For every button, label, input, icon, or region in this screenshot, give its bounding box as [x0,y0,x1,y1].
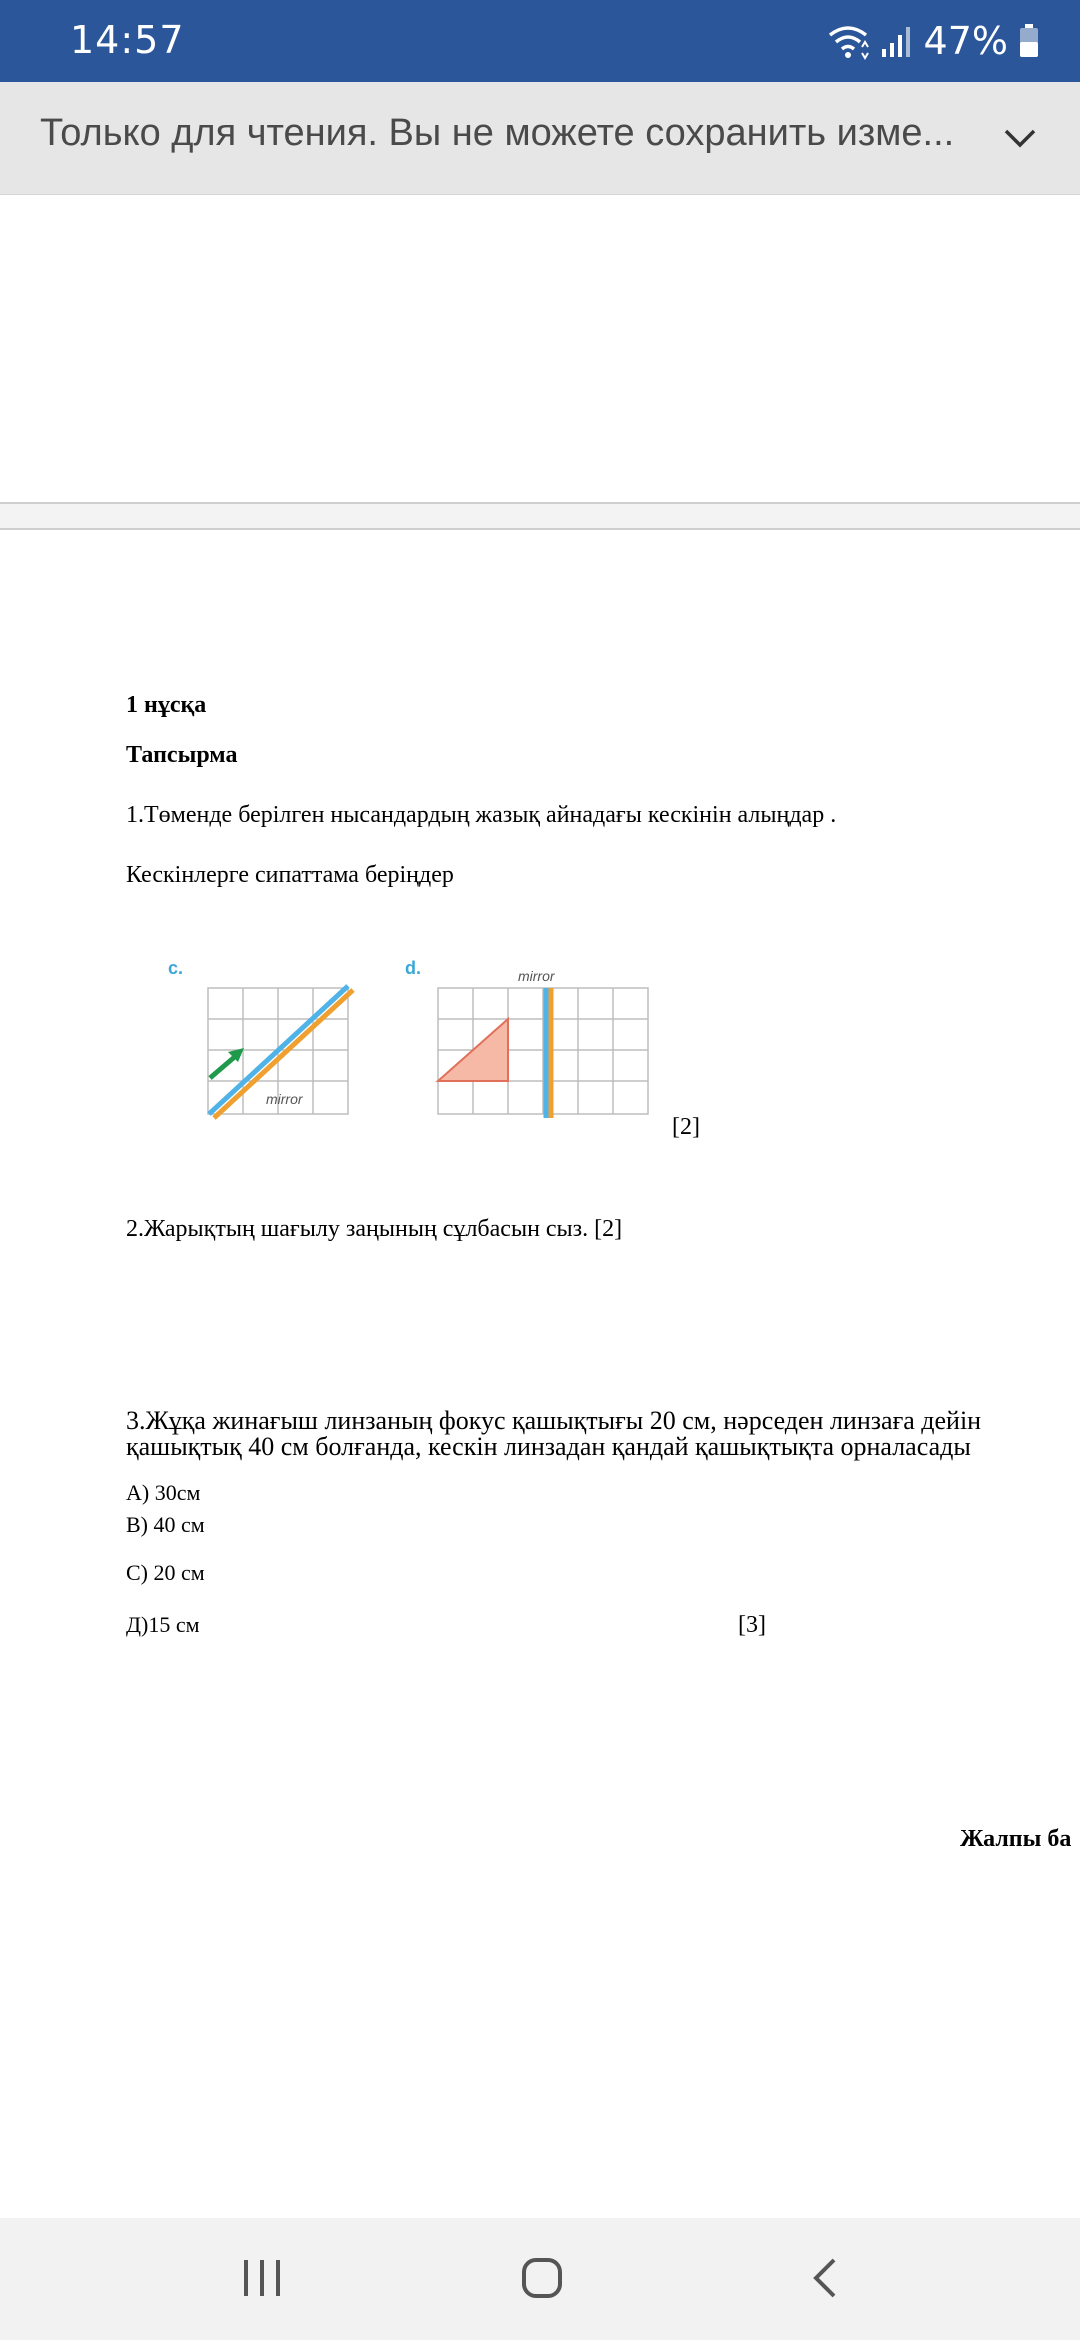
figure-d-grid [438,988,648,1114]
question-2: 2.Жарықтың шағылу заңының сұлбасын сыз. [2] [126,1216,623,1242]
home-icon[interactable] [512,2254,572,2304]
back-icon[interactable] [796,2254,856,2304]
question-1-line-2: Кескінлерге сипаттама беріңдер [126,862,454,888]
battery-icon [1018,23,1040,59]
question-3-line-1: 3.Жұқа жинағыш линзаның фокус қашықтығы 20 см, нәрседен линзаға дейін [126,1406,982,1435]
figure-d [400,952,660,1152]
figure-d-label: d. [405,958,421,978]
mirror-d-text: mirror [518,968,555,984]
question-1-line-1: 1.Төменде берілген нысандардың жазық айнадағы кескінін алыңдар . [126,802,837,828]
figure-c [160,952,370,1152]
option-a: А) 30см [126,1480,201,1505]
readonly-banner-text: Только для чтения. Вы не можете сохранить изме... [40,112,955,154]
task-heading: Тапсырма [126,742,238,768]
question-3-line-2: қашықтық 40 см болғанда, кескін линзадан қандай қашықтықта орналасады [126,1432,971,1461]
mirror-c-text: mirror [266,1091,303,1107]
chevron-down-icon[interactable] [998,116,1042,160]
variant-title: 1 нұсқа [126,692,207,718]
signal-icon [880,23,914,59]
recent-apps-icon[interactable] [232,2254,292,2304]
option-b: В) 40 см [126,1512,205,1537]
navigation-bar [0,2218,1080,2340]
question-3-score: [3] [738,1612,766,1638]
document-page [0,528,1080,2218]
wifi-icon [826,21,870,61]
footer-total-label: Жалпы ба [960,1826,1072,1852]
option-d: Д)15 см [126,1612,200,1637]
page-separator [0,502,1080,530]
option-c: С) 20 см [126,1560,205,1585]
status-time: 14:57 [70,18,185,62]
question-1-score: [2] [672,1114,700,1140]
battery-percent: 47% [923,19,1008,63]
readonly-banner[interactable] [0,82,1080,195]
status-icons [826,16,1040,66]
status-bar [0,0,1080,82]
figure-c-label: c. [168,958,184,978]
